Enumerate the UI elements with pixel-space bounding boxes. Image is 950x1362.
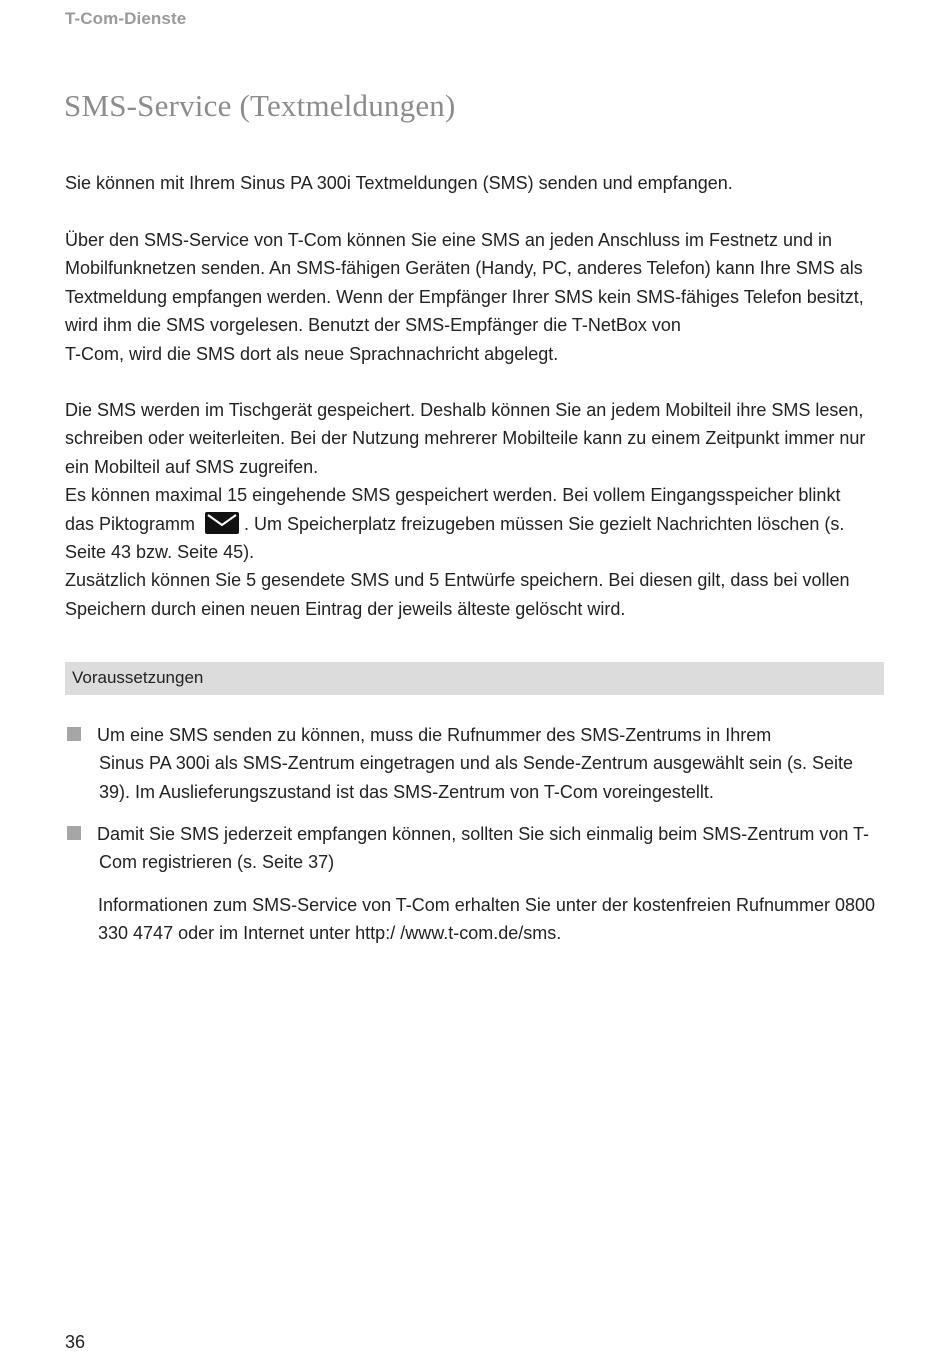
bullet-line: Sinus PA 300i als SMS-Zentrum eingetragen und als Sende-Zentrum ausgewählt sein (s. Seite (99, 753, 854, 774)
intro-paragraph (65, 169, 895, 197)
section-title: Voraussetzungen (72, 668, 204, 687)
paragraph-line: Textmeldung empfangen werden. Wenn der Empfänger Ihrer SMS kein SMS-fähiges Telefon besitzt, (65, 286, 864, 307)
paragraph-line: Seite 43 bzw. Seite 45). (65, 542, 255, 563)
envelope-icon (205, 512, 239, 534)
bullet-line: 39). Im Auslieferungszustand ist das SMS-Zentrum von T-Com voreingestellt. (99, 781, 714, 802)
page-title: SMS-Service (Textmeldungen) (64, 88, 456, 123)
icon-line-text-after: . Um Speicherplatz freizugeben müssen Sie gezielt Nachrichten löschen (s. (244, 513, 845, 534)
section-header-bar (65, 662, 884, 695)
paragraph-line: ein Mobilteil auf SMS zugreifen. (65, 456, 319, 477)
paragraph-line: Die SMS werden im Tischgerät gespeichert. Deshalb können Sie an jedem Mobilteil ihre SMS lesen, (65, 400, 864, 420)
bullet-text (97, 820, 869, 877)
running-header: T-Com-Dienste (65, 9, 187, 28)
paragraph-line: T-Com, wird die SMS dort als neue Sprachnachricht abgelegt. (65, 343, 559, 364)
paragraph-line: Mobilfunknetzen senden. An SMS-fähigen Geräten (Handy, PC, anderes Telefon) kann Ihre SMS als (65, 258, 863, 279)
info-line: 330 4747 oder im Internet unter http:/ /www.t-com.de/sms. (98, 923, 562, 944)
paragraph-line: Es können maximal 15 eingehende SMS gespeichert werden. Bei vollem Eingangsspeicher blinkt (65, 485, 841, 506)
intro-line: Sie können mit Ihrem Sinus PA 300i Textmeldungen (SMS) senden und empfangen. (65, 173, 733, 193)
info-line: Informationen zum SMS-Service von T-Com erhalten Sie unter der kostenfreien Rufnummer 0800 (98, 895, 876, 915)
icon-line (65, 510, 895, 538)
bullet-square-icon (67, 727, 81, 741)
info-paragraph (98, 891, 875, 948)
paragraph-line: Zusätzlich können Sie 5 gesendete SMS und 5 Entwürfe speichern. Bei diesen gilt, dass bei vollen (65, 570, 850, 591)
paragraph-line: Über den SMS-Service von T-Com können Sie eine SMS an jeden Anschluss im Festnetz und in (65, 230, 833, 250)
bullet-text (97, 721, 853, 806)
bullet-line: Damit Sie SMS jederzeit empfangen können, sollten Sie sich einmalig beim SMS-Zentrum von T- (97, 824, 870, 844)
page-number: 36 (65, 1332, 86, 1352)
storage-paragraph (65, 396, 895, 623)
service-paragraph (65, 226, 895, 368)
icon-line-text-before: das Piktogramm (65, 513, 196, 534)
bullet-square-icon (67, 826, 81, 840)
paragraph-line: wird ihm die SMS vorgelesen. Benutzt der SMS-Empfänger die T-NetBox von (65, 315, 681, 336)
paragraph-line: schreiben oder weiterleiten. Bei der Nutzung mehrerer Mobilteile kann zu einem Zeitpunkt immer nur (65, 428, 866, 449)
bullet-line: Com registrieren (s. Seite 37) (99, 852, 335, 873)
bullet-line: Um eine SMS senden zu können, muss die Rufnummer des SMS-Zentrums in Ihrem (97, 725, 772, 745)
paragraph-line: Speichern durch einen neuen Eintrag der jeweils älteste gelöscht wird. (65, 598, 626, 619)
